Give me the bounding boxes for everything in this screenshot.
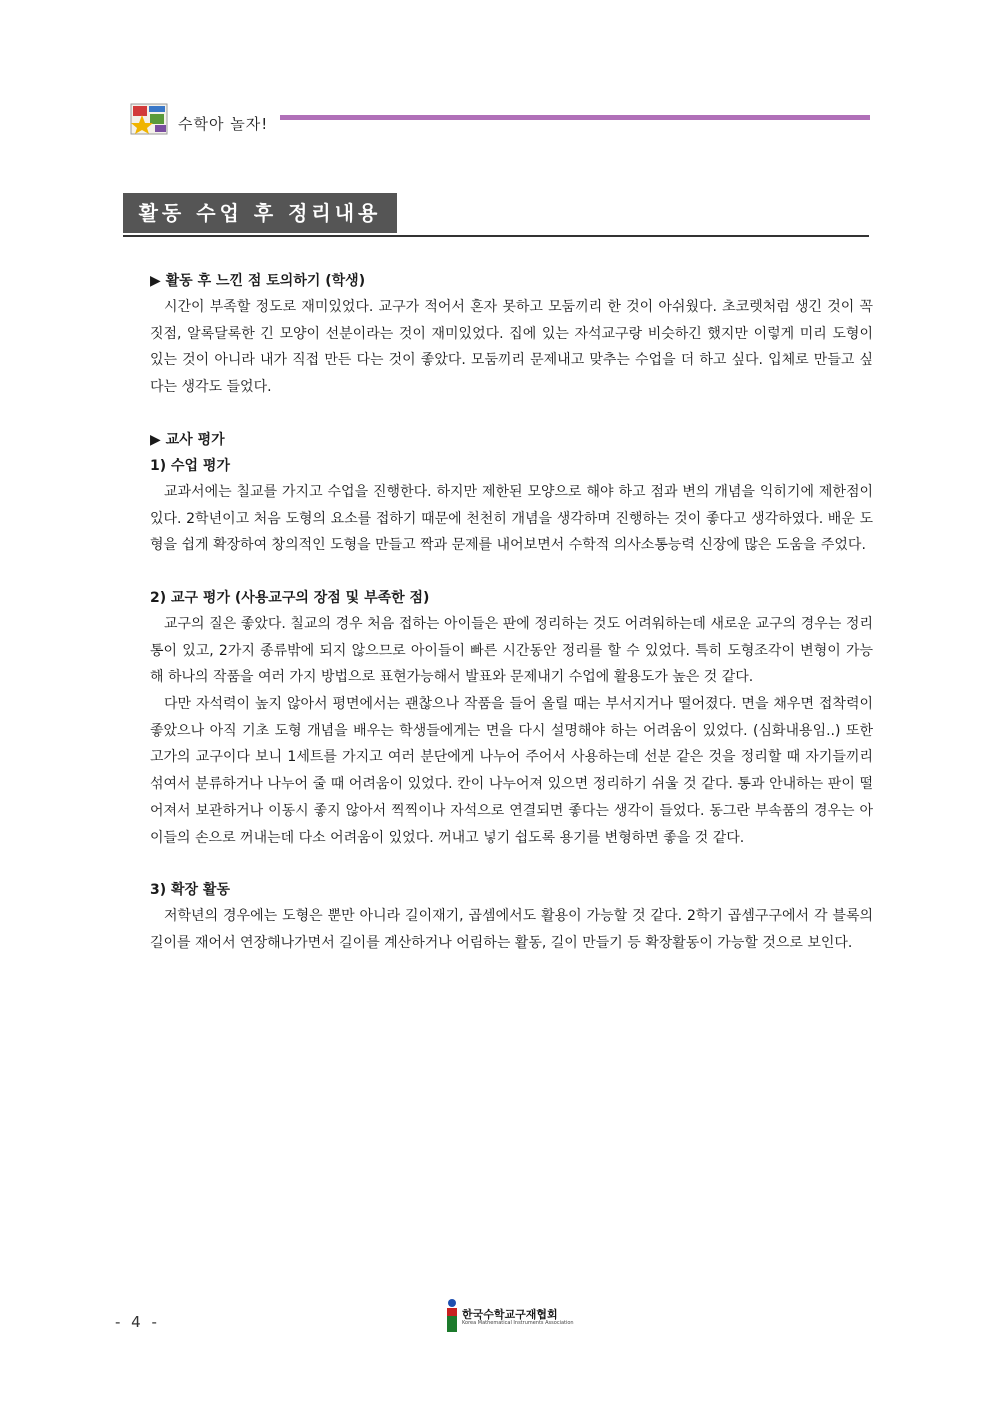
page-number: - 4 - [115, 1313, 160, 1331]
header-title: 수학아 놀자! [178, 115, 269, 133]
tool-eval-heading: 2) 교구 평가 (사용교구의 장점 및 부족한 점) [150, 589, 430, 606]
section-title: 활동 수업 후 정리내용 [123, 193, 397, 233]
section-title-bar [123, 193, 869, 237]
tool-eval-paragraph-2: 다만 자석력이 높지 않아서 평면에서는 괜찮으나 작품을 들어 올릴 때는 부서지거나 떨어졌다. 면을 채우면 접착력이 좋았으나 아직 기초 도형 개념을 배우는 학생들에게는 면을 다시 설명해야 하는 어려움이 있었다. (심화내용임..) 또한 고가의 교구이다 보니 1세트를 가지고 여러 분단에게 나누어 주어서 사용하는데 선분 같은 것을 정리할 때 자기들끼리 섞여서 분류하거나 나누어 줄 때 어려움이 있었다. 칸이 나누어져 있으면 정리하기 쉬울 것 같다. 통과 안내하는 판이 떨어져서 보관하거나 이동시 좋지 않아서 찍찍이나 자석으로 연결되면 좋다는 생각이 들었다. 동그란 부속품의 경우는 아이들의 손으로 꺼내는데 다소 어려움이 있었다. 꺼내고 넣기 쉽도록 용기를 변형하면 좋을 것 같다. [150, 696, 873, 846]
extension-heading: 3) 확장 활동 [150, 882, 230, 899]
association-logo-icon [445, 1298, 459, 1332]
discussion-heading: ▶ 활동 후 느낀 점 토의하기 (학생) [150, 273, 366, 289]
tool-eval-paragraph-1: 교구의 질은 좋았다. 칠교의 경우 처음 접하는 아이들은 판에 정리하는 것도 어려워하는데 새로운 교구의 경우는 정리통이 있고, 2가지 종류밖에 되지 않으므로 아이들이 빠른 시간동안 정리를 할 수 있었다. 특히 도형조각이 변형이 가능해 하나의 작품을 여러 가지 방법으로 표현가능해서 발표와 문제내기 수업에 활용도가 높은 것 같다. [150, 615, 873, 686]
class-eval-paragraph: 교과서에는 칠교를 가지고 수업을 진행한다. 하지만 제한된 모양으로 해야 하고 점과 변의 개념을 익히기에 제한점이 있다. 2학년이고 처음 도형의 요소를 접하기 때문에 천천히 개념을 생각하며 진행하는 것이 좋다고 생각하였다. 배운 도형을 쉽게 확장하여 창의적인 도형을 만들고 짝과 문제를 내어보면서 수학적 의사소통능력 신장에 많은 도움을 주었다. [150, 483, 873, 554]
page-header [130, 100, 870, 140]
teacher-eval-heading: ▶ 교사 평가 [150, 431, 225, 448]
footer-org-name: 한국수학교구재협회 [462, 1308, 558, 1321]
header-logo-icon [130, 103, 168, 135]
class-eval-heading: 1) 수업 평가 [150, 457, 230, 474]
header-divider [280, 115, 870, 120]
document-body [150, 268, 873, 957]
extension-paragraph: 저학년의 경우에는 도형은 뿐만 아니라 길이재기, 곱셈에서도 활용이 가능할 것 같다. 2학기 곱셈구구에서 각 블록의 길이를 재어서 연장해나가면서 길이를 계산하거나 어림하는 활동, 길이 만들기 등 확장활동이 가능할 것으로 보인다. [150, 908, 873, 951]
discussion-paragraph: 시간이 부족할 정도로 재미있었다. 교구가 적어서 혼자 못하고 모둠끼리 한 것이 아쉬웠다. 초코렛처럼 생긴 것이 꼭짓점, 알록달록한 긴 모양이 선분이라는 것이 재미있었다. 집에 있는 자석교구랑 비슷하긴 했지만 이렇게 미리 도형이 있는 것이 아니라 내가 직접 만든 다는 것이 좋았다. 모둠끼리 문제내고 맞추는 수업을 더 하고 싶다. 입체로 만들고 싶다는 생각도 들었다. [150, 299, 873, 396]
footer-logo [445, 1298, 574, 1332]
footer-org-name-en: Korea Mathematical Instruments Association [462, 1320, 574, 1326]
